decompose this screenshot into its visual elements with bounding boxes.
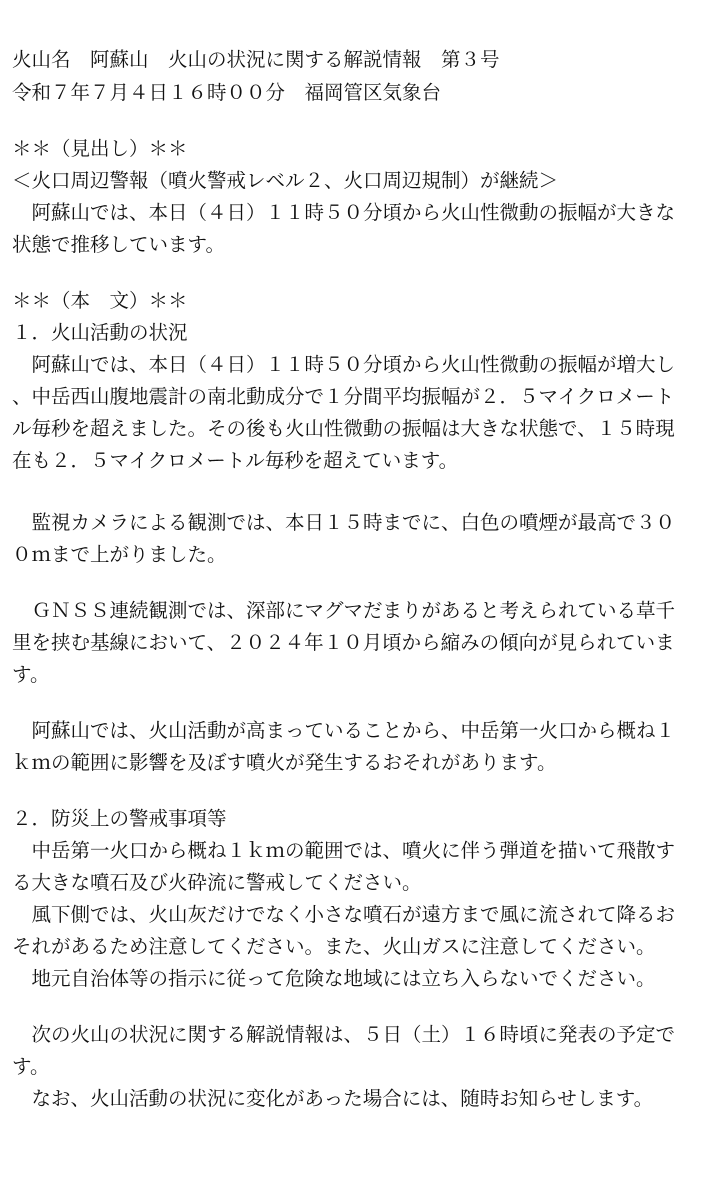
section1-p1-line: ル毎秒を超えました。その後も火山性微動の振幅は大きな状態で、１５時現: [12, 417, 675, 440]
headline-level: ＜火口周辺警報（噴火警戒レベル２、火口周辺規制）が継続＞: [12, 169, 559, 192]
section1-p4-line: ｋｍの範囲に影響を及ぼす噴火が発生するおそれがあります。: [12, 751, 557, 774]
section1-p1-line: 在も２．５マイクロメートル毎秒を超えています。: [12, 449, 459, 472]
section2-line: る大きな噴石及び火砕流に警戒してください。: [12, 871, 422, 894]
bulletin-title: 火山名 阿蘇山 火山の状況に関する解説情報 第３号: [12, 48, 500, 71]
section1-p3-line: ＧＮＳＳ連続観測では、深部にマグマだまりがあると考えられている草千: [12, 599, 676, 622]
section1-p2-line: ０ｍまで上がりました。: [12, 543, 227, 566]
closing-line: なお、火山活動の状況に変化があった場合には、随時お知らせします。: [12, 1087, 654, 1110]
body-heading: ＊＊（本 文）＊＊: [12, 289, 188, 312]
bulletin-issued: 令和７年７月４日１６時００分 福岡管区気象台: [12, 81, 442, 104]
closing-line: 次の火山の状況に関する解説情報は、５日（土）１６時頃に発表の予定で: [12, 1023, 676, 1046]
headline-text-line: 状態で推移しています。: [12, 233, 225, 256]
section2-line: 中岳第一火口から概ね１ｋｍの範囲では、噴火に伴う弾道を描いて飛散す: [12, 839, 676, 862]
headline-heading: ＊＊（見出し）＊＊: [12, 137, 188, 160]
section1-p1-line: 阿蘇山では、本日（４日）１１時５０分頃から火山性微動の振幅が増大し: [12, 353, 676, 376]
section1-p4-line: 阿蘇山では、火山活動が高まっていることから、中岳第一火口から概ね１: [12, 719, 676, 742]
section1-p3-line: す。: [12, 663, 50, 686]
section1-title: １．火山活動の状況: [12, 321, 188, 344]
section2-line: それがあるため注意してください。また、火山ガスに注意してください。: [12, 935, 656, 958]
section2-line: 地元自治体等の指示に従って危険な地域には立ち入らないでください。: [12, 967, 656, 990]
headline-text-line: 阿蘇山では、本日（４日）１１時５０分頃から火山性微動の振幅が大きな: [12, 201, 676, 224]
section1-p3-line: 里を挟む基線において、２０２４年１０月頃から縮みの傾向が見られていま: [12, 631, 675, 654]
section2-line: 風下側では、火山灰だけでなく小さな噴石が遠方まで風に流されて降るお: [12, 903, 676, 926]
section2-title: ２．防災上の警戒事項等: [12, 807, 227, 830]
closing-line: す。: [12, 1055, 50, 1078]
section1-p2-line: 監視カメラによる観測では、本日１５時までに、白色の噴煙が最高で３０: [12, 511, 676, 534]
section1-p1-line: 、中岳西山腹地震計の南北動成分で１分間平均振幅が２．５マイクロメート: [12, 385, 675, 408]
